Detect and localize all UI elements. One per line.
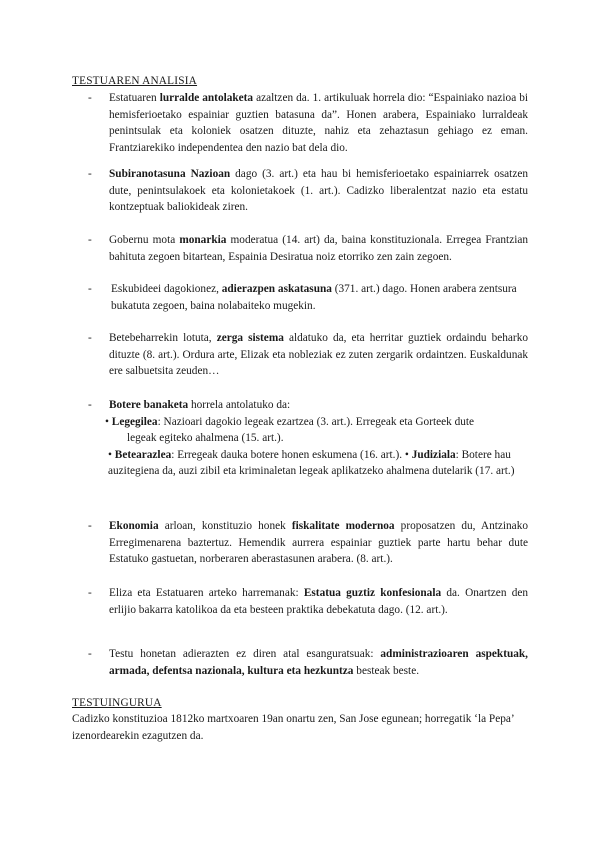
list-item: - Estatuaren lurralde antolaketa azaltzen da. 1. artikuluak horrela dio: “Espainiako nazioa bi hemisferioetako espainiar guztien batasuna da”. Honen arabera, Espainiako lurraldeak penintsulak eta koloniek osatzen dituzte, nahiz eta zehaztasun gehiago ez eman. Frantziarekiko independentea den nazio bat dela dio. [88,92,529,154]
list-item: - Eliza eta Estatuaren arteko harremanak: Estatua guztiz konfesionala da. Onartzen den erlijio bakarra katolikoa da eta besteen praktika debekatuta dago. (12. art.). [88,587,529,616]
sub-item-executive-judicial: • Betearazlea: Erregeak dauka botere honen eskumena (16. art.). • Judiziala: Botere hau auzitegiena da, auzi zibil eta kriminaletan legeak aplikatzeko ahalmena dutelarik (17. art.) [108,448,515,477]
list-dash: - [88,520,92,532]
list-dash: - [88,587,92,599]
sub-item-legislative: • Legegilea: Nazioari dagokio legeak ezartzea (3. art.). Erregeak eta Gorteek dute [105,415,475,428]
section-title-analysis: TESTUAREN ANALISIA [72,75,198,87]
bullet: • [108,448,115,461]
list-item: - Eskubideei dagokionez, adierazpen askatasuna (371. art.) dago. Honen arabera zentsura bukatuta zegoen, baina nolabaiteko mugekin. [88,283,517,312]
bullet: • [404,448,412,461]
list-item: - Subiranotasuna Nazioan dago (3. art.) eta hau bi hemisferioetako espainiarrek osatzen dute, penintsulakoek eta kolonietakoek (1. art.). Cadizko liberalentzat nazio eta estatu kontzeptuak baliokideak ziren. [88,168,528,213]
list-item: - Ekonomia arloan, konstituzio honek fiskalitate modernoa proposatzen du, Antzinako Erregimenarena baztertuz. Hemendik aurrera espainiar guztiek parte hartu behar dute Estatuko gastuetan, norberaren aberastasunen arabera. (8. art.). [88,520,528,565]
list-dash: - [88,332,92,344]
section-title-context: TESTUINGURUA [72,697,162,709]
list-item: - Testu honetan adierazten ez diren atal esanguratsuak: administrazioaren aspektuak, armada, defentsa nazionala, kultura eta hezkuntza besteak beste. [88,648,529,677]
list-dash: - [88,92,92,104]
bullet: • [105,415,112,428]
list-item: - Gobernu mota monarkia moderatua (14. art) da, baina konstituzionala. Erregea Frantzian bahituta zegoen bitartean, Espainia Desiratua noiz etorriko zen zain zegoen. [88,234,529,263]
context-paragraph: Cadizko konstituzioa 1812ko martxoaren 19an onartu zen, San Jose egunean; horregatik ‘la Pepa’ izenordearekin ezagutzen da. [72,713,514,742]
list-dash: - [88,399,92,411]
list-item: - Betebeharrekin lotuta, zerga sistema aldatuko da, eta herritar guztiek ordaindu beharko dituzte (8. art.). Ordura arte, Elizak eta nobleziak ez zuten zergarik ordaintzen. Euskaldunak ere salbuetsita zeuden… [88,332,528,377]
list-dash: - [88,648,92,660]
list-item: - Botere banaketa horrela antolatuko da: • Legegilea: Nazioari dagokio legeak ezartzea (3. art.). Erregeak eta Gorteek dute legeak egiteko ahalmena (15. art.). • Betearazlea: Erregeak dauka botere honen eskumena (16. art.). • Judiziala: Botere hau auzitegiena da, auzi zibil eta kriminaletan legeak aplikatzeko ahalmena dutelarik (17. art.) [88,397,528,480]
list-dash: - [88,283,92,295]
list-dash: - [88,168,92,180]
list-dash: - [88,234,92,246]
